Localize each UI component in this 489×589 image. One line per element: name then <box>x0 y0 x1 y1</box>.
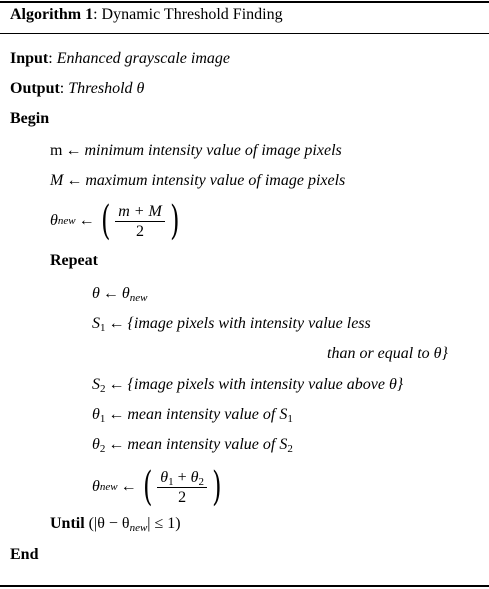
s2-description: {image pixels with intensity value above θ} <box>127 376 404 393</box>
loop-step-assign <box>92 285 147 303</box>
arrow-icon: ← <box>65 142 82 159</box>
begin-keyword: Begin <box>10 110 50 127</box>
theta1-description-subscript: 1 <box>287 413 293 425</box>
right-paren: ) <box>170 198 180 244</box>
input-value: Enhanced grayscale image <box>56 50 230 67</box>
input-line <box>10 50 230 68</box>
s2-variable: S <box>92 376 100 393</box>
step-max <box>50 172 345 190</box>
theta2-variable: θ <box>92 436 100 453</box>
theta1-variable: θ <box>92 406 100 423</box>
repeat-keyword: Repeat <box>50 252 98 269</box>
theta1-term: θ <box>160 468 169 486</box>
output-label: Output <box>10 80 60 97</box>
input-colon: : <box>48 50 53 67</box>
m-variable: m <box>50 142 63 159</box>
theta-new-subscript: new <box>129 292 148 304</box>
arrow-icon: ← <box>66 172 83 189</box>
theta2-description-subscript: 2 <box>287 443 293 455</box>
loop-step-s2 <box>92 376 403 394</box>
theta-new-variable: θ <box>92 478 100 495</box>
arrow-icon: ← <box>108 436 125 453</box>
loop-step-theta-new: θ new ← ( $\frac{\theta_1 + \theta_2}{2}$ ) <box>92 465 225 509</box>
output-line <box>10 80 144 98</box>
input-label: Input <box>10 50 49 67</box>
s1-variable: S <box>92 315 100 332</box>
end-keyword: End <box>10 546 39 563</box>
output-colon: : <box>59 80 65 97</box>
M-description: maximum intensity value of image pixels <box>85 172 346 189</box>
arrow-icon: ← <box>108 376 125 393</box>
until-condition-subscript: new <box>129 522 148 534</box>
theta2-term: θ <box>190 468 199 486</box>
theta-variable: θ <box>92 285 100 302</box>
theta-new-variable: θ <box>50 212 58 229</box>
s1-description-a: {image pixels with intensity value less <box>127 315 371 332</box>
step-theta-init: θ new ← ( $\frac{m + M}{2}$ ) <box>50 199 183 243</box>
top-rule <box>0 1 489 3</box>
theta1-description: mean intensity value of S <box>127 406 288 423</box>
until-condition-a: (|θ − θ <box>88 515 130 532</box>
left-paren: ( <box>100 198 111 244</box>
algorithm-title: : Dynamic Threshold Finding <box>93 6 283 23</box>
arrow-icon: ← <box>108 315 125 332</box>
arrow-icon: ← <box>120 478 137 495</box>
loop-step-s1 <box>92 315 371 333</box>
until-condition-b: | ≤ 1) <box>147 515 181 532</box>
fraction-m-plus-M <box>98 198 183 244</box>
theta1-term-subscript: 1 <box>168 475 174 488</box>
left-paren: ( <box>142 464 153 510</box>
arrow-icon: ← <box>102 285 119 302</box>
loop-step-theta1 <box>92 406 293 424</box>
plus-sign: + <box>173 468 191 486</box>
arrow-icon: ← <box>108 406 125 423</box>
theta2-subscript: 2 <box>99 443 106 455</box>
until-line <box>50 515 181 533</box>
theta2-description: mean intensity value of S <box>127 436 288 453</box>
fraction-numerator <box>157 469 207 488</box>
s1-description-b: than or equal to θ} <box>327 345 448 362</box>
fraction-denominator: 2 <box>136 222 145 240</box>
theta2-term-subscript: 2 <box>198 475 204 488</box>
m-description: minimum intensity value of image pixels <box>84 142 342 159</box>
fraction-theta-mean <box>140 464 225 510</box>
M-variable: M <box>50 172 64 189</box>
caption-rule <box>0 33 489 34</box>
arrow-icon: ← <box>78 212 95 229</box>
theta-new-value: θ <box>121 285 130 302</box>
theta1-subscript: 1 <box>99 413 106 425</box>
loop-step-theta2 <box>92 436 293 454</box>
s1-subscript: 1 <box>100 322 106 334</box>
bottom-rule <box>0 585 489 587</box>
algorithm-caption <box>10 6 283 24</box>
output-value: Threshold θ <box>68 80 145 97</box>
fraction-numerator: m + M <box>115 203 165 222</box>
algorithm-label: Algorithm 1 <box>10 6 94 23</box>
step-min <box>50 142 342 160</box>
fraction-denominator: 2 <box>178 488 187 506</box>
until-keyword: Until <box>50 515 85 532</box>
s2-subscript: 2 <box>100 383 106 395</box>
right-paren: ) <box>212 464 222 510</box>
